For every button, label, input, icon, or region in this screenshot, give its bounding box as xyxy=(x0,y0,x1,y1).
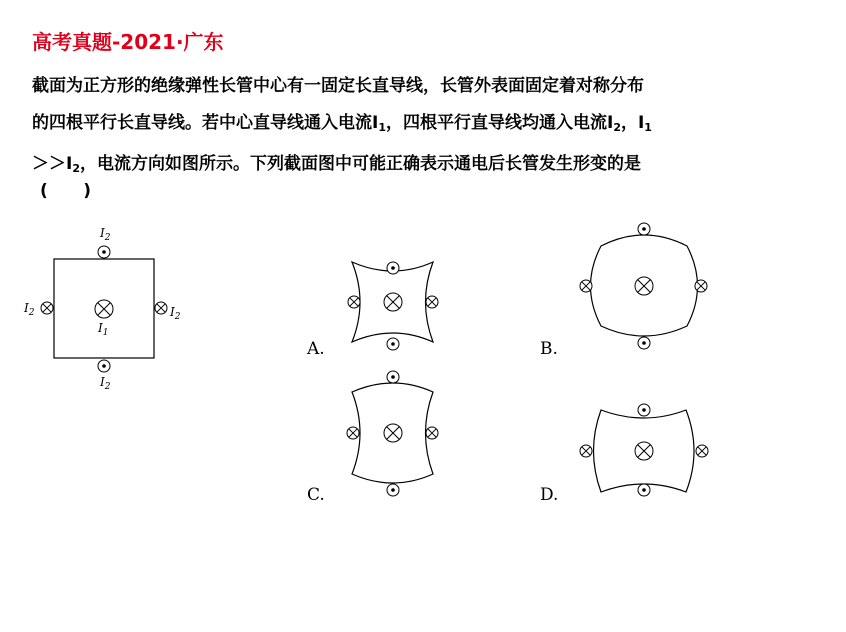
dot-in-circle-icon xyxy=(387,371,399,383)
label-i2-right: $I_2$ xyxy=(170,305,181,322)
question-line-3: $>>I_2$，电流方向如图所示。下列截面图中可能正确表示通电后长管发生形变的是 xyxy=(32,154,641,175)
label-i2-top: $I_2$ xyxy=(100,226,111,243)
x-in-circle-icon xyxy=(384,293,402,311)
label-i1: $I_1$ xyxy=(98,321,109,338)
option-b-label: B. xyxy=(540,339,558,359)
x-in-circle-icon xyxy=(348,296,360,308)
dot-in-circle-icon xyxy=(98,360,110,372)
option-b-figure xyxy=(540,223,707,359)
x-in-circle-icon xyxy=(347,427,359,439)
x-in-circle-icon xyxy=(695,280,707,292)
dot-in-circle-icon xyxy=(638,404,650,416)
question-line-1: 截面为正方形的绝缘弹性长管中心有一固定长直导线，长管外表面固定着对称分布 xyxy=(32,76,644,96)
x-in-circle-icon xyxy=(635,277,653,295)
x-in-circle-icon xyxy=(580,280,592,292)
label-i2-bottom: $I_2$ xyxy=(100,375,111,392)
main-figure xyxy=(23,226,181,392)
x-in-circle-icon xyxy=(580,445,592,457)
dot-in-circle-icon xyxy=(387,338,399,350)
dot-in-circle-icon xyxy=(387,484,399,496)
option-d-label: D. xyxy=(540,485,559,505)
dot-in-circle-icon xyxy=(98,246,110,258)
x-in-circle-icon xyxy=(384,424,402,442)
x-in-circle-icon xyxy=(41,302,53,314)
x-in-circle-icon xyxy=(155,302,167,314)
x-in-circle-icon xyxy=(635,442,653,460)
dot-in-circle-icon xyxy=(387,262,399,274)
x-in-circle-icon xyxy=(696,445,708,457)
option-c-label: C. xyxy=(307,485,325,505)
x-in-circle-icon xyxy=(426,427,438,439)
option-a-figure xyxy=(306,262,438,359)
dot-in-circle-icon xyxy=(638,484,650,496)
option-c-figure xyxy=(307,371,438,505)
x-in-circle-icon xyxy=(95,300,113,318)
dot-in-circle-icon xyxy=(638,337,650,349)
page-title: 高考真题-2021·广东 xyxy=(32,30,224,54)
option-d-figure xyxy=(540,404,708,505)
dot-in-circle-icon xyxy=(638,223,650,235)
answer-blank: ( ) xyxy=(40,181,92,201)
label-i2-left: $I_2$ xyxy=(24,301,35,318)
question-line-2: 的四根平行长直导线。若中心直导线通入电流$I_1$，四根平行直导线均通入电流$I_2$，$I_1$ xyxy=(32,113,652,134)
option-a-label: A. xyxy=(307,339,325,359)
x-in-circle-icon xyxy=(426,296,438,308)
